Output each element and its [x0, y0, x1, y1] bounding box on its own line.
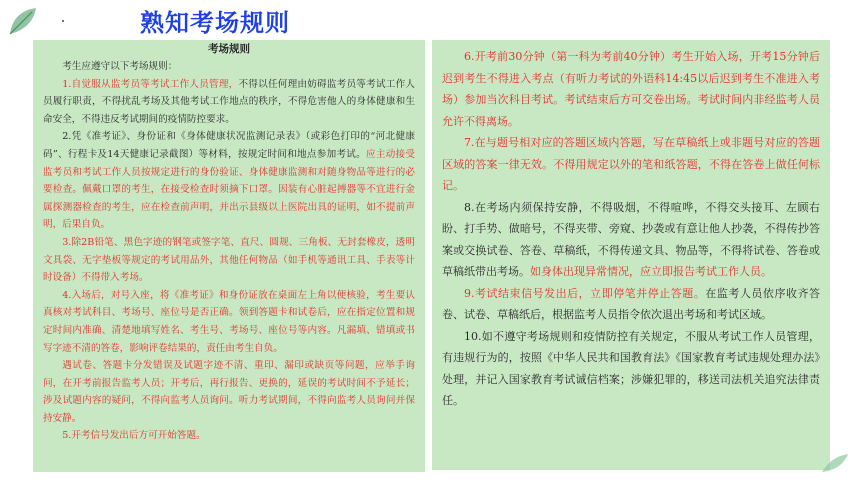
rule-6-red: 6.开考前30分钟（第一科为考前40分钟）考生开始入场，开考15分钟后迟到考生不得进入考点（有听力考试的外语科14:45以后迟到考生不准进入考场）参加当次科目考试。考试结束后方可交卷出场。考试时间内非经监考人员允许不得离场。 — [442, 50, 820, 128]
left-rules-panel — [33, 40, 425, 472]
rules-heading: 考场规则 — [208, 43, 250, 55]
right-rules-panel — [432, 40, 830, 470]
rule-1-red: 1.自觉服从监考员等考试工作人员管理， — [62, 78, 239, 90]
rules-intro: 考生应遵守以下考场规则： — [62, 61, 178, 72]
rule-4 — [43, 287, 415, 357]
rule-2-red: 应主动接受监考员和考试工作人员按规定进行的身份验证、身体健康监测和对随身物品等进行的必要检查。佩戴口罩的考生，在接受检查时须摘下口罩。因装有心脏起搏器等不宜进行金属探测器检查的考生，应在检查前声明，并出示县级以上医院出具的证明，如不提前声明，后果自负。 — [43, 148, 415, 231]
rule-7 — [442, 132, 820, 197]
rule-3 — [43, 234, 415, 287]
decorative-dot — [62, 20, 64, 22]
rule-2 — [43, 128, 415, 234]
rule-4b-red: 遇试卷、答题卡分发错误及试题字迹不清、重印、漏印或缺页等问题，应举手询问，在开考前报告监考人员；开考后，再行报告、更换的，延误的考试时间不予延长；涉及试题内容的疑问，不得向监考人员询问。听力考试期间，不得向监考人员询问并保持安静。 — [43, 360, 415, 424]
rule-8-red: 如身体出现异常情况，应立即报告考试工作人员。 — [530, 265, 772, 278]
leaf-icon — [6, 4, 40, 38]
page-title: 熟知考场规则 — [140, 9, 290, 37]
rule-5-red: 5.开考信号发出后方可开始答题。 — [62, 430, 206, 442]
rule-4-red: 4.入场后，对号入座，将《准考证》和身份证放在桌面左上角以便核验，考生要认真核对考试科目、考场号、座位号是否正确。领到答题卡和试卷后，应在指定位置和规定时间内准确、清楚地填写姓名、考生号、考场号、座位号等内容。凡漏填、错填或书写字迹不清的答卷，影响评卷结果的，责任由考生自负。 — [43, 289, 415, 354]
rule-9-text: 在监考人员依序收齐答卷、试卷、草稿纸后，根据监考人员指令依次退出考场和考试区域。 — [442, 286, 820, 321]
rule-10 — [442, 326, 820, 412]
rule-3-red: 3.除2B铅笔、黑色字迹的钢笔或签字笔、直尺、圆规、三角板、无封套橡皮，透明文具袋、无字垫板等规定的考试用品外，其他任何物品（如手机等通讯工具、手表等计时设备）不得带入考场。 — [43, 236, 415, 284]
rule-4b — [43, 357, 415, 427]
rule-5 — [43, 427, 415, 445]
rule-1 — [43, 76, 415, 129]
rule-6 — [442, 46, 820, 132]
rule-9-red: 9.考试结束信号发出后，立即停笔并停止答题。 — [464, 286, 706, 300]
rule-7-red: 7.在与题号相对应的答题区域内答题，写在草稿纸上或非题号对应的答题区域的答案一律无效。不得用规定以外的笔和纸答题，不得在答卷上做任何标记。 — [442, 136, 820, 192]
rule-10-text: 10.如不遵守考场规则和疫情防控有关规定，不服从考试工作人员管理，有违规行为的，按照《中华人民共和国教育法》《国家教育考试违规处理办法》处理，并记入国家教育考试诚信档案；涉嫌犯罪的，移送司法机关追究法律责任。 — [442, 329, 820, 407]
leaf-icon-corner — [820, 444, 850, 474]
rule-2-text: 2.凭《准考证》、身份证和《身体健康状况监测记录表》（或彩色打印的“河北健康码”、行程卡及14天健康记录截图）等材料，按规定时间和地点参加考试。 — [43, 131, 415, 160]
rule-8-text: 8.在考场内须保持安静，不得吸烟，不得喧哗，不得交头接耳、左顾右盼、打手势、做暗号，不得夹带、旁窥、抄袭或有意让他人抄袭，不得传抄答案或交换试卷、答卷、草稿纸，不得传递文具、物品等，不得将试卷、答卷或草稿纸带出考场。 — [442, 200, 820, 278]
rule-9 — [442, 283, 820, 326]
rule-8 — [442, 197, 820, 283]
rule-1-text: 不得以任何理由妨碍监考员等考试工作人员履行职责，不得扰乱考场及其他考试工作地点的秩序，不得危害他人的身体健康和生命安全，不得违反考试期间的疫情防控要求。 — [43, 78, 415, 125]
